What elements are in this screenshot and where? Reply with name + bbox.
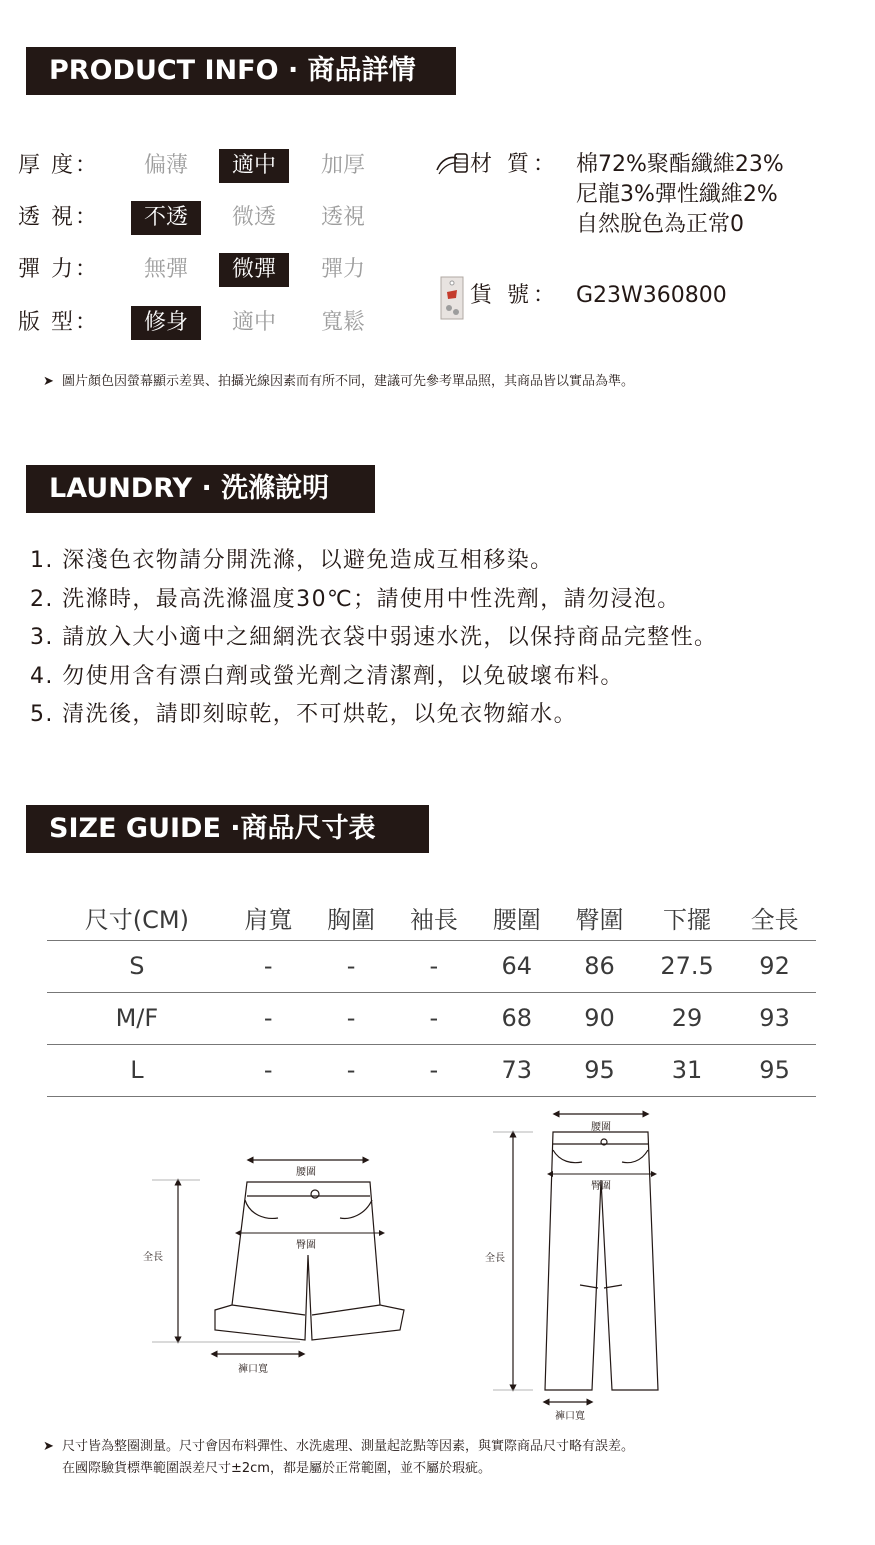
hip-label: 臀圍 — [296, 1240, 316, 1251]
attr-option-selected: 不透 — [131, 201, 201, 235]
table-cell: S — [47, 940, 227, 992]
pants-drawing — [545, 1132, 658, 1390]
table-cell: 92 — [733, 940, 816, 992]
material-label: 材 質： — [470, 152, 559, 177]
arrow-icon: ➤ — [43, 374, 54, 389]
size-table — [47, 896, 816, 1097]
thread-spool-icon — [435, 150, 471, 180]
header-cell: 下擺 — [641, 896, 733, 940]
table-cell: 90 — [558, 992, 641, 1044]
header-cell: 臀圍 — [558, 896, 641, 940]
arrow-icon: ➤ — [43, 1439, 54, 1454]
size-table-header — [47, 896, 816, 940]
measurement-diagram — [0, 1100, 875, 1430]
color-disclaimer — [43, 372, 635, 391]
table-cell: 86 — [558, 940, 641, 992]
hip-label: 臀圍 — [591, 1181, 611, 1192]
table-cell: 68 — [475, 992, 558, 1044]
laundry-item: 2. 洗滌時，最高洗滌溫度30℃；請使用中性洗劑，請勿浸泡。 — [30, 586, 681, 612]
table-cell: 64 — [475, 940, 558, 992]
table-row — [47, 992, 816, 1044]
table-cell: 29 — [641, 992, 733, 1044]
laundry-title: LAUNDRY · 洗滌說明 — [26, 465, 375, 513]
attr-option: 適中 — [231, 310, 276, 335]
color-disclaimer-text: 圖片顏色因螢幕顯示差異、拍攝光線因素而有所不同，建議可先參考單品照，其商品皆以實品為準。 — [62, 374, 635, 389]
attr-option: 微透 — [231, 205, 276, 230]
table-cell: 27.5 — [641, 940, 733, 992]
size-disclaimer-line: 在國際驗貨標準範圍誤差尺寸±2cm，都是屬於正常範圍，並不屬於瑕疵。 — [62, 1461, 491, 1476]
table-cell: - — [392, 1044, 475, 1096]
size-disclaimer — [43, 1436, 635, 1480]
waist-label: 腰圍 — [296, 1167, 316, 1178]
hem-label: 褲口寬 — [555, 1411, 585, 1422]
hem-label: 褲口寬 — [238, 1364, 268, 1375]
material-line: 尼龍3%彈性纖維2% — [576, 182, 778, 207]
material-values — [576, 150, 784, 240]
size-guide-title: SIZE GUIDE ·商品尺寸表 — [26, 805, 429, 853]
attr-option: 加厚 — [320, 153, 365, 178]
laundry-item: 1. 深淺色衣物請分開洗滌，以避免造成互相移染。 — [30, 548, 554, 573]
table-cell: - — [392, 940, 475, 992]
attr-option-selected: 修身 — [131, 306, 201, 340]
sku-value: G23W360800 — [576, 283, 727, 308]
table-cell: 73 — [475, 1044, 558, 1096]
length-label: 全長 — [143, 1252, 163, 1263]
header-cell: 胸圍 — [310, 896, 393, 940]
attr-option-selected: 適中 — [219, 149, 289, 183]
table-cell: - — [310, 1044, 393, 1096]
header-cell: 全長 — [733, 896, 816, 940]
attr-option: 寬鬆 — [320, 310, 365, 335]
header-cell: 袖長 — [392, 896, 475, 940]
table-cell: - — [310, 992, 393, 1044]
product-info-title: PRODUCT INFO · 商品詳情 — [26, 47, 456, 95]
header-cell: 腰圍 — [475, 896, 558, 940]
laundry-list — [30, 542, 717, 735]
header-cell: 肩寬 — [227, 896, 310, 940]
attr-label: 厚 度： — [18, 153, 99, 178]
table-cell: - — [227, 940, 310, 992]
table-cell: L — [47, 1044, 227, 1096]
table-row — [47, 940, 816, 992]
table-cell: - — [392, 992, 475, 1044]
attr-label: 彈 力： — [18, 257, 99, 282]
attr-option: 彈力 — [320, 257, 365, 282]
table-cell: M/F — [47, 992, 227, 1044]
attr-option: 無彈 — [143, 257, 188, 282]
table-cell: - — [227, 992, 310, 1044]
size-disclaimer-line: 尺寸皆為整圈測量。尺寸會因布料彈性、水洗處理、測量起訖點等因素，與實際商品尺寸略有誤差。 — [62, 1439, 635, 1454]
header-cell: 尺寸(CM) — [47, 896, 227, 940]
length-label: 全長 — [485, 1253, 505, 1264]
attr-label: 透 視： — [18, 205, 99, 230]
table-cell: - — [227, 1044, 310, 1096]
sku-label: 貨 號： — [470, 283, 559, 308]
table-cell: 95 — [558, 1044, 641, 1096]
laundry-item: 5. 清洗後，請即刻晾乾，不可烘乾，以免衣物縮水。 — [30, 702, 577, 728]
laundry-item: 3. 請放入大小適中之細網洗衣袋中弱速水洗，以保持商品完整性。 — [30, 625, 718, 651]
material-line: 棉72%聚酯纖維23% — [576, 152, 784, 177]
attr-option-selected: 微彈 — [219, 253, 289, 287]
waist-label: 腰圍 — [591, 1122, 611, 1133]
attr-label: 版 型： — [18, 310, 99, 335]
shorts-drawing — [215, 1182, 404, 1340]
material-line: 自然脫色為正常0 — [576, 212, 744, 237]
laundry-item: 4. 勿使用含有漂白劑或螢光劑之清潔劑，以免破壞布料。 — [30, 663, 624, 689]
table-cell: 31 — [641, 1044, 733, 1096]
attr-option: 偏薄 — [143, 153, 188, 178]
hang-tag-icon — [440, 276, 464, 320]
attr-option: 透視 — [320, 205, 365, 230]
table-row — [47, 1044, 816, 1096]
table-cell: 95 — [733, 1044, 816, 1096]
table-cell: - — [310, 940, 393, 992]
table-cell: 93 — [733, 992, 816, 1044]
